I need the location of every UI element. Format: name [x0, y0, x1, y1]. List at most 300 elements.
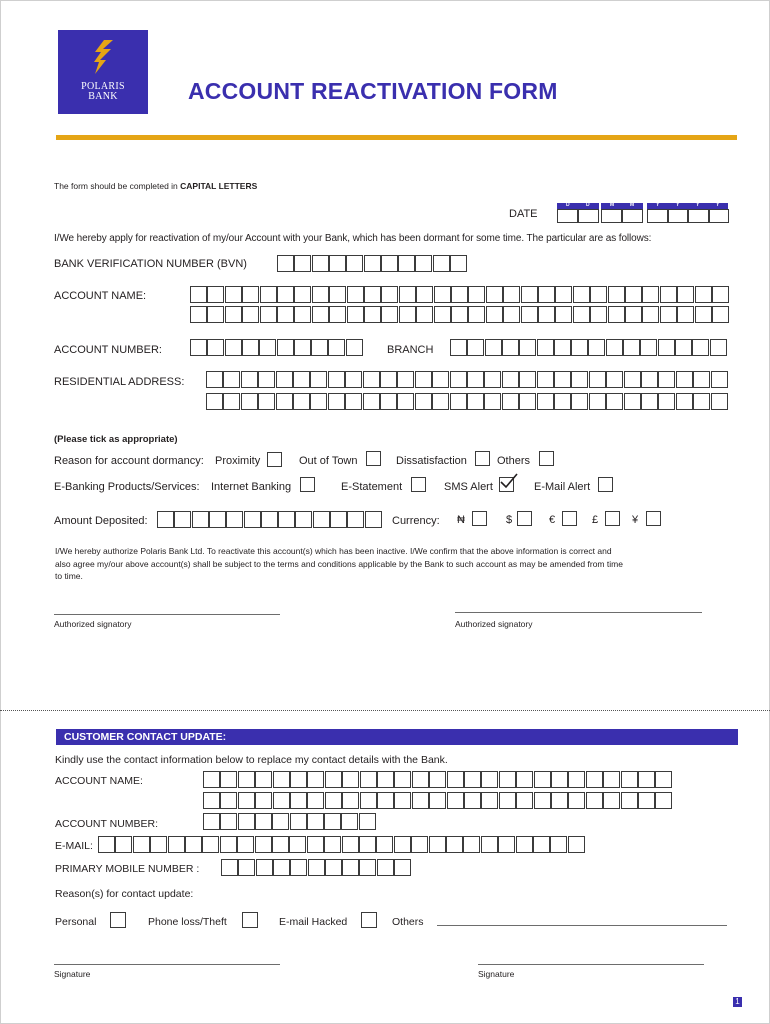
char-box[interactable] — [347, 306, 364, 323]
proximity-checkbox[interactable] — [267, 452, 282, 467]
char-box[interactable] — [481, 771, 498, 788]
char-box[interactable] — [255, 836, 272, 853]
char-box[interactable] — [115, 836, 132, 853]
char-box[interactable] — [313, 511, 330, 528]
char-box[interactable] — [273, 771, 290, 788]
dollar-checkbox[interactable] — [517, 511, 532, 526]
char-box[interactable] — [450, 339, 467, 356]
e-statement-checkbox[interactable] — [411, 477, 426, 492]
char-box[interactable] — [503, 306, 520, 323]
char-box[interactable] — [363, 393, 380, 410]
char-box[interactable] — [98, 836, 115, 853]
char-box[interactable] — [588, 339, 605, 356]
char-box[interactable] — [272, 836, 289, 853]
char-box[interactable] — [484, 393, 501, 410]
char-box[interactable] — [516, 792, 533, 809]
char-box[interactable] — [692, 339, 709, 356]
char-box[interactable] — [206, 371, 223, 388]
char-box[interactable] — [642, 286, 659, 303]
char-box[interactable] — [538, 286, 555, 303]
char-box[interactable] — [237, 836, 254, 853]
char-box[interactable] — [192, 511, 209, 528]
reason-personal-checkbox[interactable] — [110, 912, 126, 928]
char-box[interactable] — [668, 209, 689, 223]
char-box[interactable] — [294, 306, 311, 323]
char-box[interactable] — [498, 836, 515, 853]
char-box[interactable] — [486, 306, 503, 323]
char-box[interactable] — [658, 371, 675, 388]
char-box[interactable] — [554, 393, 571, 410]
char-box[interactable] — [329, 255, 346, 272]
char-box[interactable] — [638, 792, 655, 809]
char-box[interactable] — [133, 836, 150, 853]
yen-checkbox[interactable] — [646, 511, 661, 526]
char-box[interactable] — [621, 792, 638, 809]
char-box[interactable] — [429, 792, 446, 809]
char-box[interactable] — [516, 836, 533, 853]
signatory-line-left[interactable] — [54, 614, 280, 615]
char-box[interactable] — [660, 306, 677, 323]
char-box[interactable] — [168, 836, 185, 853]
char-box[interactable] — [589, 393, 606, 410]
char-box[interactable] — [258, 393, 275, 410]
char-box[interactable] — [537, 339, 554, 356]
char-box[interactable] — [277, 286, 294, 303]
char-box[interactable] — [608, 306, 625, 323]
char-box[interactable] — [533, 836, 550, 853]
char-box[interactable] — [463, 836, 480, 853]
char-box[interactable] — [312, 286, 329, 303]
char-box[interactable] — [203, 771, 220, 788]
char-box[interactable] — [573, 286, 590, 303]
char-box[interactable] — [551, 771, 568, 788]
char-box[interactable] — [276, 371, 293, 388]
char-box[interactable] — [365, 511, 382, 528]
char-box[interactable] — [342, 836, 359, 853]
char-box[interactable] — [207, 286, 224, 303]
char-box[interactable] — [277, 255, 294, 272]
char-box[interactable] — [647, 209, 668, 223]
char-box[interactable] — [486, 286, 503, 303]
char-box[interactable] — [655, 771, 672, 788]
char-box[interactable] — [397, 371, 414, 388]
char-box[interactable] — [571, 371, 588, 388]
char-box[interactable] — [601, 209, 622, 223]
char-box[interactable] — [675, 339, 692, 356]
char-box[interactable] — [376, 836, 393, 853]
char-box[interactable] — [554, 371, 571, 388]
char-box[interactable] — [709, 209, 730, 223]
char-box[interactable] — [360, 792, 377, 809]
char-box[interactable] — [411, 836, 428, 853]
char-box[interactable] — [329, 286, 346, 303]
char-box[interactable] — [342, 859, 359, 876]
char-box[interactable] — [207, 306, 224, 323]
char-box[interactable] — [573, 306, 590, 323]
char-box[interactable] — [364, 286, 381, 303]
char-box[interactable] — [468, 286, 485, 303]
char-box[interactable] — [345, 393, 362, 410]
char-box[interactable] — [238, 859, 255, 876]
char-box[interactable] — [537, 371, 554, 388]
char-box[interactable] — [359, 813, 376, 830]
char-box[interactable] — [260, 306, 277, 323]
char-box[interactable] — [272, 813, 289, 830]
char-box[interactable] — [244, 511, 261, 528]
char-box[interactable] — [399, 306, 416, 323]
char-box[interactable] — [658, 393, 675, 410]
char-box[interactable] — [521, 306, 538, 323]
char-box[interactable] — [259, 339, 276, 356]
char-box[interactable] — [289, 836, 306, 853]
char-box[interactable] — [621, 771, 638, 788]
char-box[interactable] — [295, 511, 312, 528]
char-box[interactable] — [381, 286, 398, 303]
char-box[interactable] — [342, 792, 359, 809]
char-box[interactable] — [568, 771, 585, 788]
char-box[interactable] — [381, 306, 398, 323]
char-box[interactable] — [485, 339, 502, 356]
char-box[interactable] — [519, 371, 536, 388]
char-box[interactable] — [255, 771, 272, 788]
char-box[interactable] — [225, 286, 242, 303]
char-box[interactable] — [223, 393, 240, 410]
char-box[interactable] — [242, 339, 259, 356]
char-box[interactable] — [398, 255, 415, 272]
char-box[interactable] — [220, 771, 237, 788]
char-box[interactable] — [655, 792, 672, 809]
char-box[interactable] — [641, 393, 658, 410]
char-box[interactable] — [676, 393, 693, 410]
char-box[interactable] — [394, 771, 411, 788]
char-box[interactable] — [677, 286, 694, 303]
char-box[interactable] — [603, 771, 620, 788]
char-box[interactable] — [225, 306, 242, 323]
char-box[interactable] — [394, 859, 411, 876]
char-box[interactable] — [642, 306, 659, 323]
pound-checkbox[interactable] — [605, 511, 620, 526]
char-box[interactable] — [174, 511, 191, 528]
char-box[interactable] — [447, 792, 464, 809]
dissatisfaction-checkbox[interactable] — [475, 451, 490, 466]
reason-others-line[interactable] — [437, 925, 727, 926]
char-box[interactable] — [568, 792, 585, 809]
char-box[interactable] — [242, 286, 259, 303]
char-box[interactable] — [225, 339, 242, 356]
char-box[interactable] — [258, 371, 275, 388]
char-box[interactable] — [625, 286, 642, 303]
char-box[interactable] — [519, 339, 536, 356]
char-box[interactable] — [341, 813, 358, 830]
char-box[interactable] — [277, 306, 294, 323]
char-box[interactable] — [209, 511, 226, 528]
char-box[interactable] — [324, 836, 341, 853]
char-box[interactable] — [412, 771, 429, 788]
char-box[interactable] — [294, 286, 311, 303]
char-box[interactable] — [499, 771, 516, 788]
char-box[interactable] — [603, 792, 620, 809]
char-box[interactable] — [256, 859, 273, 876]
char-box[interactable] — [415, 371, 432, 388]
char-box[interactable] — [203, 792, 220, 809]
char-box[interactable] — [660, 286, 677, 303]
char-box[interactable] — [310, 393, 327, 410]
char-box[interactable] — [450, 393, 467, 410]
char-box[interactable] — [255, 792, 272, 809]
char-box[interactable] — [451, 306, 468, 323]
char-box[interactable] — [273, 792, 290, 809]
char-box[interactable] — [416, 306, 433, 323]
char-box[interactable] — [276, 393, 293, 410]
char-box[interactable] — [606, 339, 623, 356]
signature-line-right[interactable] — [478, 964, 704, 965]
email-alert-checkbox[interactable] — [598, 477, 613, 492]
char-box[interactable] — [157, 511, 174, 528]
char-box[interactable] — [377, 859, 394, 876]
char-box[interactable] — [359, 836, 376, 853]
char-box[interactable] — [695, 286, 712, 303]
char-box[interactable] — [568, 836, 585, 853]
char-box[interactable] — [538, 306, 555, 323]
char-box[interactable] — [330, 511, 347, 528]
char-box[interactable] — [658, 339, 675, 356]
char-box[interactable] — [342, 771, 359, 788]
char-box[interactable] — [347, 286, 364, 303]
char-box[interactable] — [241, 393, 258, 410]
char-box[interactable] — [190, 286, 207, 303]
char-box[interactable] — [207, 339, 224, 356]
char-box[interactable] — [622, 209, 643, 223]
char-box[interactable] — [290, 771, 307, 788]
char-box[interactable] — [676, 371, 693, 388]
char-box[interactable] — [432, 393, 449, 410]
char-box[interactable] — [190, 339, 207, 356]
char-box[interactable] — [710, 339, 727, 356]
char-box[interactable] — [347, 511, 364, 528]
out-of-town-checkbox[interactable] — [366, 451, 381, 466]
char-box[interactable] — [238, 792, 255, 809]
char-box[interactable] — [537, 393, 554, 410]
char-box[interactable] — [220, 836, 237, 853]
char-box[interactable] — [589, 371, 606, 388]
char-box[interactable] — [185, 836, 202, 853]
char-box[interactable] — [586, 792, 603, 809]
char-box[interactable] — [712, 286, 729, 303]
others-checkbox[interactable] — [539, 451, 554, 466]
char-box[interactable] — [693, 371, 710, 388]
char-box[interactable] — [464, 792, 481, 809]
char-box[interactable] — [571, 393, 588, 410]
char-box[interactable] — [255, 813, 272, 830]
char-box[interactable] — [416, 286, 433, 303]
char-box[interactable] — [468, 306, 485, 323]
char-box[interactable] — [624, 371, 641, 388]
char-box[interactable] — [484, 371, 501, 388]
char-box[interactable] — [450, 255, 467, 272]
char-box[interactable] — [499, 792, 516, 809]
char-box[interactable] — [551, 792, 568, 809]
char-box[interactable] — [278, 511, 295, 528]
char-box[interactable] — [293, 371, 310, 388]
signatory-line-right[interactable] — [455, 612, 702, 613]
char-box[interactable] — [638, 771, 655, 788]
char-box[interactable] — [464, 771, 481, 788]
char-box[interactable] — [624, 393, 641, 410]
char-box[interactable] — [294, 255, 311, 272]
char-box[interactable] — [261, 511, 278, 528]
char-box[interactable] — [606, 371, 623, 388]
char-box[interactable] — [554, 339, 571, 356]
char-box[interactable] — [220, 792, 237, 809]
char-box[interactable] — [346, 255, 363, 272]
char-box[interactable] — [364, 255, 381, 272]
char-box[interactable] — [433, 255, 450, 272]
char-box[interactable] — [534, 771, 551, 788]
char-box[interactable] — [502, 339, 519, 356]
char-box[interactable] — [325, 792, 342, 809]
char-box[interactable] — [447, 771, 464, 788]
char-box[interactable] — [310, 371, 327, 388]
char-box[interactable] — [359, 859, 376, 876]
char-box[interactable] — [467, 339, 484, 356]
char-box[interactable] — [312, 306, 329, 323]
char-box[interactable] — [311, 339, 328, 356]
char-box[interactable] — [446, 836, 463, 853]
char-box[interactable] — [623, 339, 640, 356]
char-box[interactable] — [150, 836, 167, 853]
char-box[interactable] — [578, 209, 599, 223]
reason-email-hacked-checkbox[interactable] — [361, 912, 377, 928]
char-box[interactable] — [711, 371, 728, 388]
char-box[interactable] — [641, 371, 658, 388]
char-box[interactable] — [502, 371, 519, 388]
char-box[interactable] — [502, 393, 519, 410]
char-box[interactable] — [360, 771, 377, 788]
char-box[interactable] — [290, 813, 307, 830]
char-box[interactable] — [220, 813, 237, 830]
char-box[interactable] — [307, 836, 324, 853]
char-box[interactable] — [325, 859, 342, 876]
euro-checkbox[interactable] — [562, 511, 577, 526]
char-box[interactable] — [429, 836, 446, 853]
char-box[interactable] — [450, 371, 467, 388]
char-box[interactable] — [308, 859, 325, 876]
char-box[interactable] — [238, 771, 255, 788]
char-box[interactable] — [277, 339, 294, 356]
char-box[interactable] — [640, 339, 657, 356]
char-box[interactable] — [571, 339, 588, 356]
char-box[interactable] — [711, 393, 728, 410]
char-box[interactable] — [190, 306, 207, 323]
char-box[interactable] — [481, 792, 498, 809]
char-box[interactable] — [434, 286, 451, 303]
char-box[interactable] — [516, 771, 533, 788]
char-box[interactable] — [521, 286, 538, 303]
char-box[interactable] — [399, 286, 416, 303]
char-box[interactable] — [328, 371, 345, 388]
char-box[interactable] — [223, 371, 240, 388]
char-box[interactable] — [434, 306, 451, 323]
char-box[interactable] — [363, 371, 380, 388]
char-box[interactable] — [325, 771, 342, 788]
char-box[interactable] — [586, 771, 603, 788]
naira-checkbox[interactable] — [472, 511, 487, 526]
char-box[interactable] — [550, 836, 567, 853]
char-box[interactable] — [677, 306, 694, 323]
char-box[interactable] — [695, 306, 712, 323]
char-box[interactable] — [451, 286, 468, 303]
char-box[interactable] — [555, 306, 572, 323]
char-box[interactable] — [377, 771, 394, 788]
char-box[interactable] — [590, 306, 607, 323]
char-box[interactable] — [429, 771, 446, 788]
char-box[interactable] — [519, 393, 536, 410]
char-box[interactable] — [415, 393, 432, 410]
char-box[interactable] — [307, 771, 324, 788]
char-box[interactable] — [412, 792, 429, 809]
char-box[interactable] — [503, 286, 520, 303]
char-box[interactable] — [534, 792, 551, 809]
char-box[interactable] — [312, 255, 329, 272]
char-box[interactable] — [294, 339, 311, 356]
char-box[interactable] — [377, 792, 394, 809]
char-box[interactable] — [467, 371, 484, 388]
char-box[interactable] — [260, 286, 277, 303]
char-box[interactable] — [221, 859, 238, 876]
char-box[interactable] — [394, 792, 411, 809]
char-box[interactable] — [206, 393, 223, 410]
char-box[interactable] — [290, 792, 307, 809]
char-box[interactable] — [364, 306, 381, 323]
char-box[interactable] — [203, 813, 220, 830]
char-box[interactable] — [415, 255, 432, 272]
char-box[interactable] — [693, 393, 710, 410]
char-box[interactable] — [242, 306, 259, 323]
char-box[interactable] — [273, 859, 290, 876]
char-box[interactable] — [380, 393, 397, 410]
char-box[interactable] — [290, 859, 307, 876]
char-box[interactable] — [293, 393, 310, 410]
char-box[interactable] — [241, 371, 258, 388]
signature-line-left[interactable] — [54, 964, 280, 965]
char-box[interactable] — [712, 306, 729, 323]
char-box[interactable] — [432, 371, 449, 388]
char-box[interactable] — [307, 792, 324, 809]
char-box[interactable] — [688, 209, 709, 223]
internet-banking-checkbox[interactable] — [300, 477, 315, 492]
char-box[interactable] — [345, 371, 362, 388]
char-box[interactable] — [467, 393, 484, 410]
char-box[interactable] — [557, 209, 578, 223]
char-box[interactable] — [608, 286, 625, 303]
char-box[interactable] — [380, 371, 397, 388]
char-box[interactable] — [381, 255, 398, 272]
char-box[interactable] — [606, 393, 623, 410]
char-box[interactable] — [328, 339, 345, 356]
char-box[interactable] — [590, 286, 607, 303]
char-box[interactable] — [328, 393, 345, 410]
char-box[interactable] — [202, 836, 219, 853]
char-box[interactable] — [346, 339, 363, 356]
char-box[interactable] — [324, 813, 341, 830]
char-box[interactable] — [226, 511, 243, 528]
char-box[interactable] — [307, 813, 324, 830]
char-box[interactable] — [394, 836, 411, 853]
char-box[interactable] — [481, 836, 498, 853]
char-box[interactable] — [238, 813, 255, 830]
char-box[interactable] — [625, 306, 642, 323]
char-box[interactable] — [555, 286, 572, 303]
